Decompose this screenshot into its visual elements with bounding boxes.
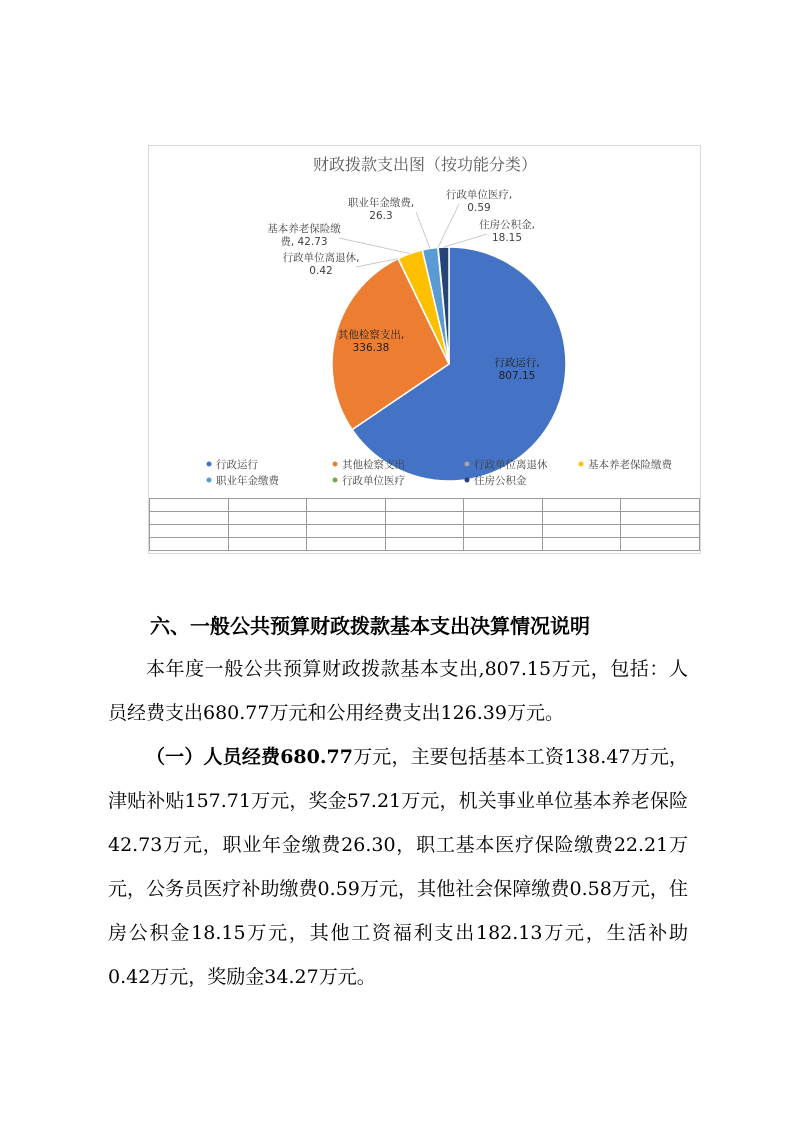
data-label-2-line-0: 行政单位离退休,: [282, 252, 360, 264]
legend-label-1: 其他检察支出: [342, 459, 405, 471]
section-heading: 六、一般公共预算财政拨款基本支出决算情况说明: [150, 614, 590, 638]
data-label-1-line-1: 336.38: [352, 342, 390, 354]
chart-data-grid: [149, 498, 700, 551]
data-label-6-line-0: 住房公积金,: [479, 219, 535, 231]
legend-marker-6: [465, 478, 470, 483]
chart-title: 财政拨款支出图（按功能分类）: [312, 155, 538, 174]
paragraph-summary: 本年度一般公共预算财政拨款基本支出,807.15万元，包括：人员经费支出680.77万元和公用经费支出126.39万元。: [108, 658, 688, 724]
data-label-4-line-0: 职业年金缴费,: [347, 197, 415, 209]
leader-line-5: [438, 204, 459, 248]
data-label-4-line-1: 26.3: [369, 210, 393, 222]
legend-marker-1: [333, 462, 338, 467]
legend-label-3: 基本养老保险缴费: [588, 459, 672, 471]
paragraph-personnel: [108, 735, 688, 999]
pie-chart-frame: [148, 145, 701, 554]
data-label-6-line-1: 18.15: [491, 232, 523, 244]
legend-marker-3: [579, 462, 584, 467]
data-label-2-line-1: 0.42: [309, 265, 333, 277]
legend-marker-2: [465, 462, 470, 467]
data-label-5-line-0: 行政单位医疗,: [445, 189, 513, 201]
legend-label-6: 住房公积金: [474, 475, 527, 487]
legend-label-4: 职业年金缴费: [216, 475, 279, 487]
data-label-3-line-0: 基本养老保险缴: [267, 223, 341, 235]
pie-chart: [149, 146, 700, 553]
data-label-5-line-1: 0.59: [467, 202, 491, 214]
legend-label-2: 行政单位离退休: [474, 459, 548, 471]
legend-label-5: 行政单位医疗: [342, 475, 405, 487]
legend-marker-5: [333, 478, 338, 483]
legend-marker-4: [207, 478, 212, 483]
leader-line-6: [444, 234, 487, 247]
data-label-0-line-0: 行政运行,: [494, 357, 540, 369]
data-label-1-line-0: 其他检察支出,: [337, 329, 405, 341]
data-label-3-line-1: 费, 42.73: [280, 236, 328, 248]
personnel-detail: 万元，主要包括基本工资138.47万元，津贴补贴157.71万元，奖金57.21万元，机关事业单位基本养老保险42.73万元，职业年金缴费26.30，职工基本医疗保险缴费22.21万元，公务员医疗补助缴费0.59万元，其他社会保障缴费0.58万元，住房公积金18.15万元，其他工资福利支出182.13万元，生活补助0.42万元，奖励金34.27万元。: [108, 746, 689, 988]
legend-marker-0: [207, 462, 212, 467]
legend-label-0: 行政运行: [216, 459, 258, 471]
leader-line-4: [416, 212, 430, 249]
personnel-lead: （一）人员经费680.77: [146, 746, 353, 768]
data-label-0-line-1: 807.15: [498, 370, 536, 382]
